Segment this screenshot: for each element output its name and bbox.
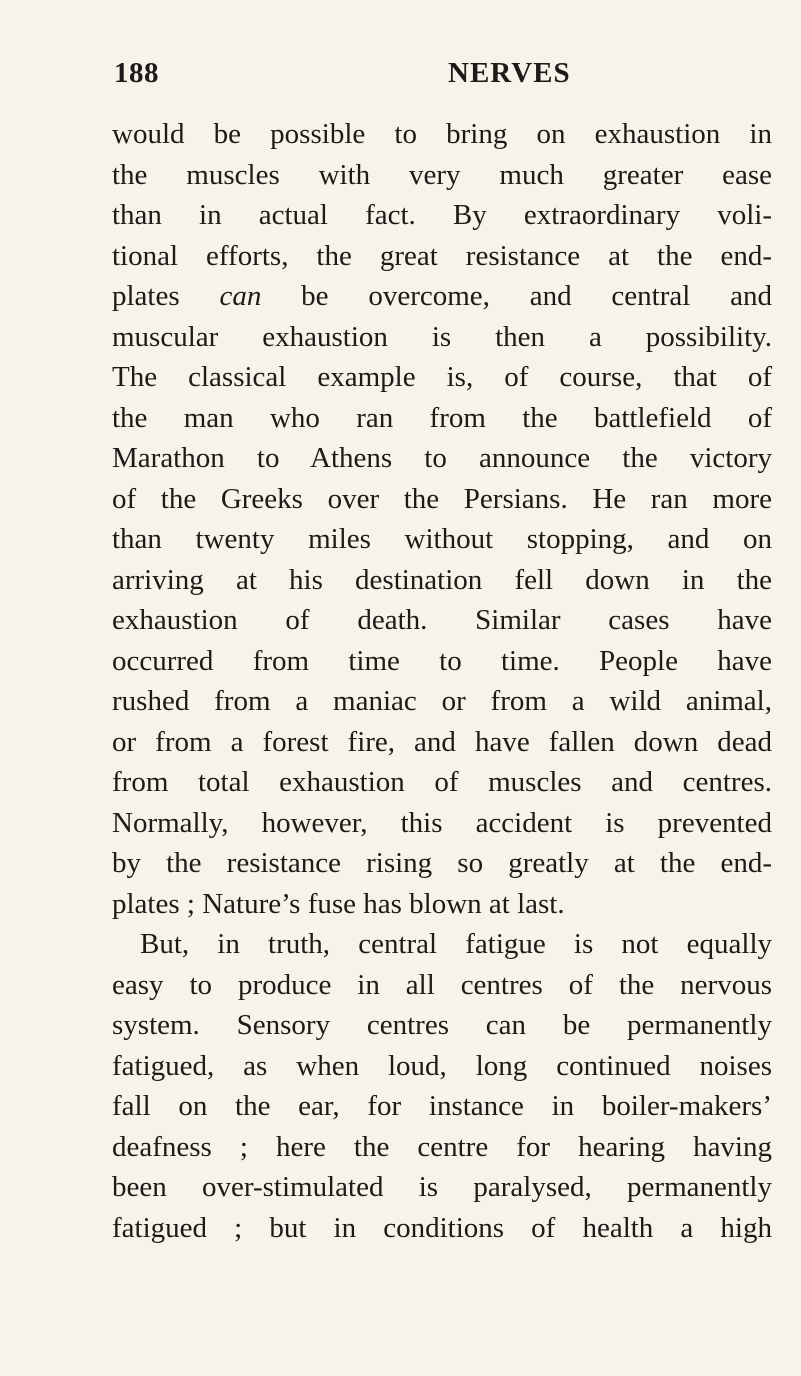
text-line: rushed from a maniac or from a wild animal, (112, 685, 772, 717)
page-number: 188 (114, 57, 159, 89)
text-line: arriving at his destination fell down in the (112, 563, 772, 596)
body-text (112, 114, 772, 1248)
page-header (112, 57, 772, 101)
text-line: The classical example is, of course, that of (112, 361, 772, 393)
italic-emphasis: can (219, 280, 262, 312)
text-line: by the resistance rising so greatly at the end- (112, 847, 772, 879)
text-segment: be overcome, and central and (261, 280, 772, 312)
text-line: would be possible to bring on exhaustion in (112, 118, 772, 150)
text-line: fatigued ; but in conditions of health a high (112, 1211, 772, 1244)
running-head: NERVES (448, 57, 571, 89)
text-line: Normally, however, this accident is prevented (112, 806, 772, 839)
text-line: occurred from time to time. People have (112, 644, 772, 677)
paragraph-end-line: plates ; Nature’s fuse has blown at last. (112, 887, 565, 920)
text-line: from total exhaustion of muscles and centres. (112, 766, 772, 798)
text-segment: plates (112, 280, 220, 312)
text-line: of the Greeks over the Persians. He ran more (112, 482, 772, 515)
text-line: system. Sensory centres can be permanently (112, 1009, 772, 1041)
text-line: the muscles with very much greater ease (112, 158, 772, 191)
text-line: the man who ran from the battlefield of (112, 401, 772, 434)
text-line: deafness ; here the centre for hearing having (112, 1130, 772, 1163)
text-line: or from a forest fire, and have fallen down dead (112, 725, 772, 758)
text-line: tional efforts, the great resistance at the end- (112, 239, 772, 272)
text-line-with-italic (112, 276, 772, 317)
text-line: than in actual fact. By extraordinary voli- (112, 199, 772, 231)
text-line: been over-stimulated is paralysed, permanently (112, 1171, 772, 1203)
text-line: Marathon to Athens to announce the victory (112, 442, 772, 474)
paragraph-start-line: But, in truth, central fatigue is not equally (140, 928, 772, 960)
text-line: easy to produce in all centres of the nervous (112, 968, 772, 1001)
text-line: fall on the ear, for instance in boiler-makers’ (112, 1090, 772, 1122)
text-line: exhaustion of death. Similar cases have (112, 604, 772, 636)
text-line: than twenty miles without stopping, and on (112, 523, 772, 555)
text-line: fatigued, as when loud, long continued noises (112, 1049, 772, 1082)
text-line: muscular exhaustion is then a possibility. (112, 320, 772, 353)
